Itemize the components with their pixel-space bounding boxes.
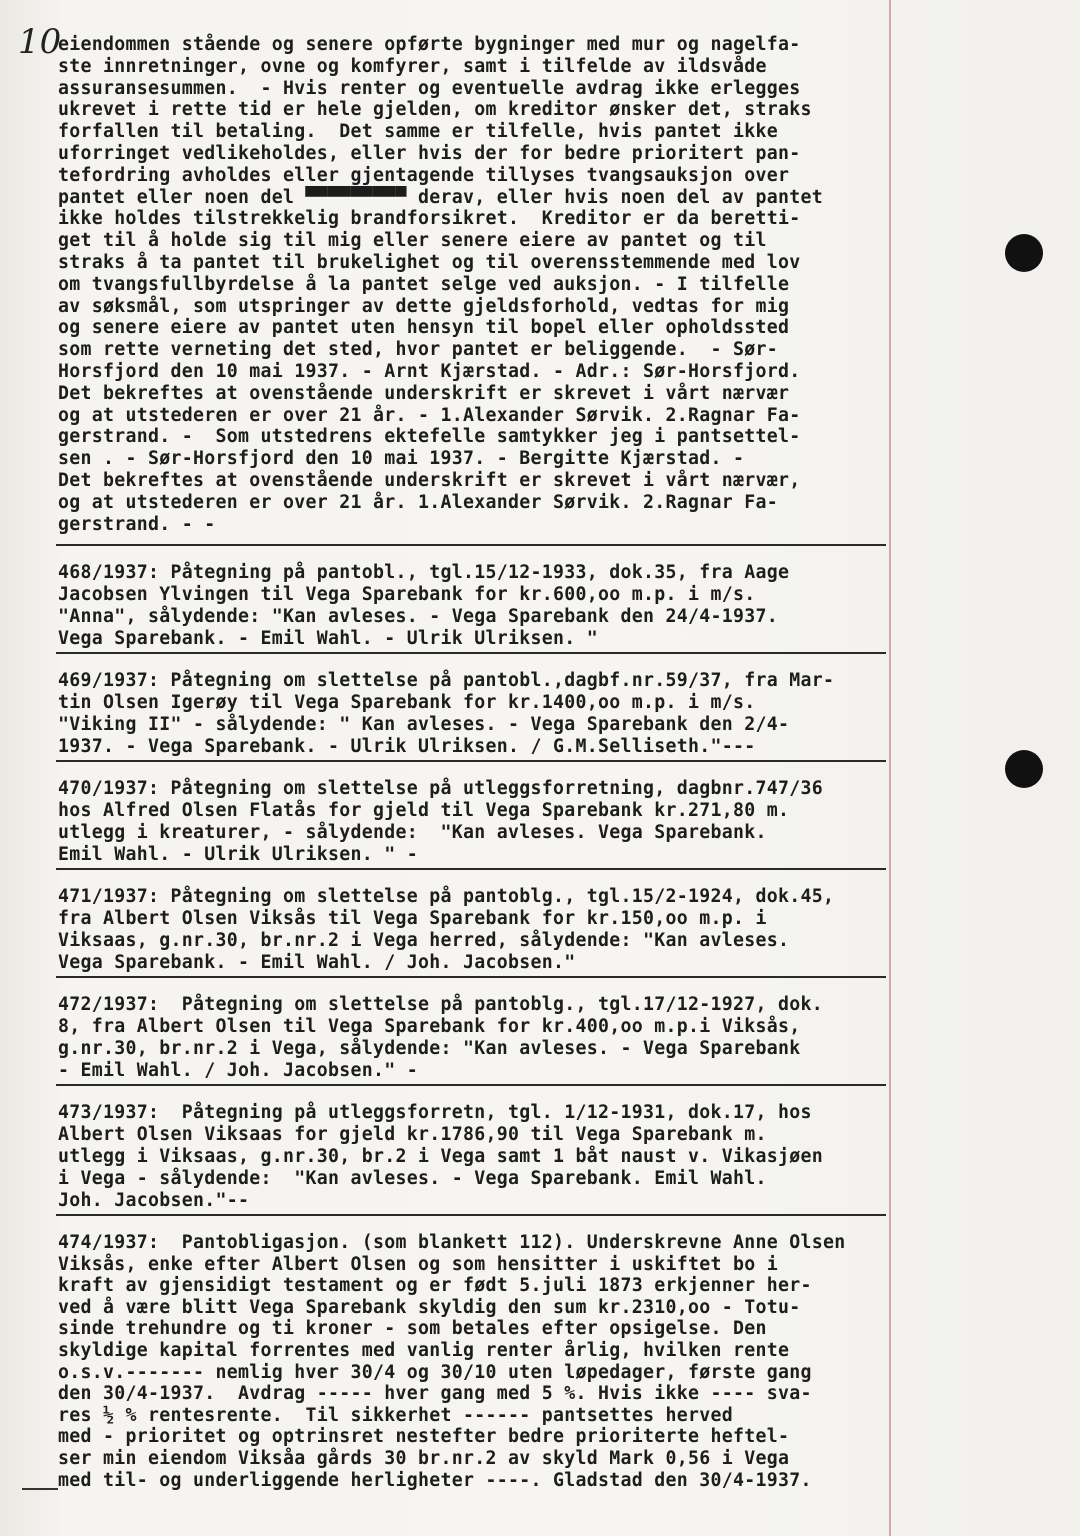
text-line: pantet eller noen del ▀▀▀▀▀▀▀▀▀ derav, eller hvis noen del av pantet (58, 186, 823, 208)
text-line: 469/1937: Påtegning om slettelse på pantobl.,dagbf.nr.59/37, fra Mar- (58, 670, 835, 691)
text-line: Horsfjord den 10 mai 1937. - Arnt Kjærstad. - Adr.: Sør-Horsfjord. (58, 361, 801, 382)
text-line: - Emil Wahl. / Joh. Jacobsen." - (58, 1060, 418, 1081)
text-line: 8, fra Albert Olsen til Vega Sparebank for kr.400,oo m.p.i Viksås, (58, 1016, 801, 1037)
text-line: av søksmål, som utspringer av dette gjeldsforhold, vedtas for mig (58, 295, 790, 317)
text-line: "Viking II" - sålydende: " Kan avleses. - Vega Sparebank den 2/4- (58, 714, 790, 735)
text-line: straks å ta pantet til brukelighet og til overensstemmende med lov (58, 252, 801, 273)
text-line: 474/1937: Pantobligasjon. (som blankett 112). Underskrevne Anne Olsen (58, 1232, 846, 1253)
text-line: utlegg i Viksaas, g.nr.30, br.2 i Vega samt 1 båt naust v. Vikasjøen (58, 1146, 823, 1167)
text-line: g.nr.30, br.nr.2 i Vega, sålydende: "Kan avleses. - Vega Sparebank (58, 1038, 801, 1059)
text-line: tin Olsen Igerøy til Vega Sparebank for kr.1400,oo m.p. i m/s. (58, 692, 756, 713)
text-line: ser min eiendom Viksåa gårds 30 br.nr.2 av skyld Mark 0,56 i Vega (58, 1448, 790, 1469)
text-line: i Vega - sålydende: "Kan avleses. - Vega Sparebank. Emil Wahl. (58, 1168, 767, 1189)
text-line: uforringet vedlikeholdes, eller hvis der for bedre prioritert pan- (58, 143, 801, 164)
text-line: "Anna", sålydende: "Kan avleses. - Vega Sparebank den 24/4-1937. (58, 606, 778, 627)
text-line: o.s.v.------- nemlig hver 30/4 og 30/10 uten løpedager, første gang (58, 1361, 812, 1383)
entry-divider (56, 760, 886, 762)
text-line: 473/1937: Påtegning på utleggsforretn, tgl. 1/12-1931, dok.17, hos (58, 1102, 812, 1123)
text-line: Det bekreftes at ovenstående underskrift er skrevet i vårt nærvær, (58, 470, 801, 491)
text-line: Viksås, enke efter Albert Olsen og som hensitter i uskiftet bo i (58, 1253, 778, 1275)
text-line: ved å være blitt Vega Sparebank skyldig den sum kr.2310,oo - Totu- (58, 1296, 801, 1318)
footer-mark (22, 1488, 58, 1490)
text-line: skyldige kapital forrentes med vanlig renter årlig, hvilken rente (58, 1340, 790, 1361)
entry-divider (56, 652, 886, 654)
text-line: hos Alfred Olsen Flatås for gjeld til Vega Sparebank kr.271,80 m. (58, 800, 790, 821)
text-line: ste innretninger, ovne og komfyrer, samt i tilfelde av ildsvåde (58, 55, 767, 77)
punch-hole (1005, 750, 1043, 788)
text-line: om tvangsfullbyrdelse å la pantet selge ved auksjon. - I tilfelle (58, 273, 790, 295)
text-line: fra Albert Olsen Viksås til Vega Sparebank for kr.150,oo m.p. i (58, 908, 767, 929)
text-line: 472/1937: Påtegning om slettelse på pantoblg., tgl.17/12-1927, dok. (58, 994, 823, 1015)
punch-hole (1005, 234, 1043, 272)
page-number: 10 (18, 22, 62, 62)
text-line: forfallen til betaling. Det samme er tilfelle, hvis pantet ikke (58, 121, 778, 143)
text-line: sen . - Sør-Horsfjord den 10 mai 1937. - Bergitte Kjærstad. - (58, 448, 745, 470)
text-line: ukrevet i rette tid er hele gjelden, om kreditor ønsker det, straks (58, 99, 812, 121)
text-line: med - prioritet og optrinsret nestefter bedre prioriterte heftel- (58, 1426, 790, 1448)
text-line: Vega Sparebank. - Emil Wahl. / Joh. Jacobsen." (58, 952, 576, 973)
text-line: Albert Olsen Viksaas for gjeld kr.1786,90 til Vega Sparebank m. (58, 1124, 767, 1145)
text-line: den 30/4-1937. Avdrag ----- hver gang med 5 %. Hvis ikke ---- sva- (58, 1383, 812, 1405)
text-line: Jacobsen Ylvingen til Vega Sparebank for kr.600,oo m.p. i m/s. (58, 584, 756, 605)
text-line: 471/1937: Påtegning om slettelse på pantoblg., tgl.15/2-1924, dok.45, (58, 886, 835, 907)
text-line: utlegg i kreaturer, - sålydende: "Kan avleses. Vega Sparebank. (58, 822, 767, 843)
text-line: get til å holde sig til mig eller senere eiere av pantet og til (58, 230, 767, 252)
text-line: assuransesummen. - Hvis renter og eventuelle avdrag ikke erlegges (58, 77, 801, 99)
text-line: 1937. - Vega Sparebank. - Ulrik Ulriksen. / G.M.Selliseth."--- (58, 736, 756, 757)
text-line: Joh. Jacobsen."-- (58, 1190, 250, 1211)
text-line: Emil Wahl. - Ulrik Ulriksen. " - (58, 844, 418, 865)
text-line: som rette verneting det sted, hvor pantet er beliggende. - Sør- (58, 339, 778, 361)
text-line: og senere eiere av pantet uten hensyn til bopel eller opholdssted (58, 317, 790, 339)
text-line: 468/1937: Påtegning på pantobl., tgl.15/12-1933, dok.35, fra Aage (58, 562, 790, 583)
text-line: ikke holdes tilstrekkelig brandforsikret. Kreditor er da beretti- (58, 208, 801, 230)
text-line: sinde trehundre og ti kroner - som betales efter opsigelse. Den (58, 1318, 767, 1340)
entry-divider (56, 1084, 886, 1086)
text-line: res ½ % rentesrente. Til sikkerhet ------ pantsettes herved (58, 1404, 733, 1426)
text-line: eiendommen stående og senere opførte bygninger med mur og nagelfa- (58, 34, 801, 55)
entry-divider (56, 868, 886, 870)
entry-divider (56, 544, 886, 546)
entry-divider (56, 1214, 886, 1216)
text-line: gerstrand. - - (58, 513, 216, 535)
text-line: 470/1937: Påtegning om slettelse på utleggsforretning, dagbnr.747/36 (58, 778, 823, 799)
margin-rule (889, 0, 891, 1536)
text-line: og at utstederen er over 21 år. 1.Alexander Sørvik. 2.Ragnar Fa- (58, 491, 778, 513)
text-line: Vega Sparebank. - Emil Wahl. - Ulrik Ulriksen. " (58, 628, 598, 649)
text-line: gerstrand. - Som utstedrens ektefelle samtykker jeg i pantsettel- (58, 426, 801, 448)
text-line: tefordring avholdes eller gjentagende tillyses tvangsauksjon over (58, 164, 790, 186)
entry-divider (56, 976, 886, 978)
text-line: Det bekreftes at ovenstående underskrift er skrevet i vårt nærvær (58, 382, 790, 404)
text-line: kraft av gjensidigt testament og er født 5.juli 1873 erkjenner her- (58, 1275, 812, 1297)
text-line: og at utstederen er over 21 år. - 1.Alexander Sørvik. 2.Ragnar Fa- (58, 404, 801, 426)
text-line: Viksaas, g.nr.30, br.nr.2 i Vega herred, sålydende: "Kan avleses. (58, 930, 790, 951)
text-line: med til- og underliggende herligheter ----. Gladstad den 30/4-1937. (58, 1469, 812, 1491)
